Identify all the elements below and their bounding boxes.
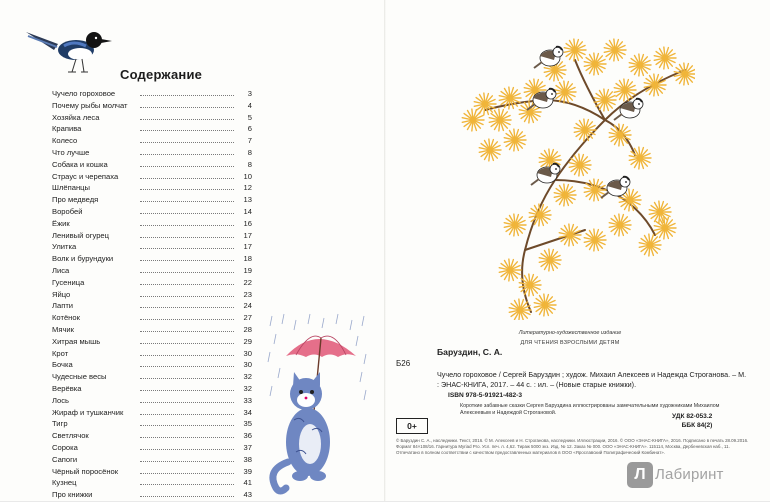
toc-entry [52, 113, 252, 125]
toc-entry [52, 360, 252, 372]
toc-entry-title: Волк и бурундуки [52, 254, 114, 264]
toc-entry-title: Верёвка [52, 383, 82, 393]
toc-entry-page: 17 [243, 230, 252, 240]
toc-entry-page: 8 [247, 147, 252, 157]
larch-needle-tuft [509, 299, 531, 320]
larch-needle-tuft [644, 74, 666, 96]
toc-entry-page: 19 [243, 265, 252, 275]
toc-dot-leader [140, 295, 234, 297]
bibliographic-description-text: Чучело гороховое / Сергей Баруздин ; худож. Михаил Алексеев и Надежда Строганова. – М. : ЭНАС-КНИГА, 2017. – 44 с. : ил. – (Новые старые книжки). [437, 369, 747, 390]
toc-entry-title: Лось [52, 395, 69, 405]
larch-needle-tuft [504, 214, 526, 236]
toc-entry-page: 32 [243, 383, 252, 393]
toc-dot-leader [140, 365, 234, 367]
toc-entry-title: Улитка [52, 242, 77, 252]
toc-entry-title: Хозяйка леса [52, 112, 100, 122]
larch-needle-tuft [654, 217, 676, 239]
larch-needle-tuft [539, 249, 561, 271]
toc-entry [52, 242, 252, 254]
toc-entry-title: Гусеница [52, 277, 85, 287]
toc-entry [52, 254, 252, 266]
toc-dot-leader [140, 342, 234, 344]
toc-dot-leader [140, 200, 234, 202]
toc-entry-title: Светлячок [52, 431, 89, 441]
toc-entry-title: Про книжки [52, 490, 93, 500]
toc-entry [52, 419, 252, 431]
toc-entry-page: 32 [243, 372, 252, 382]
toc-entry [52, 301, 252, 313]
toc-dot-leader [140, 177, 234, 179]
toc-entry-title: Собака и кошка [52, 159, 108, 169]
toc-entry-title: Ёжик [52, 218, 70, 228]
toc-entry-page: 23 [243, 289, 252, 299]
toc-entry [52, 290, 252, 302]
toc-dot-leader [140, 318, 234, 320]
toc-entry-page: 30 [243, 360, 252, 370]
larch-needle-tuft [479, 139, 501, 161]
larch-needle-tuft [654, 47, 676, 69]
toc-dot-leader [140, 495, 234, 497]
toc-entry [52, 278, 252, 290]
larch-needle-tuft [609, 214, 631, 236]
toc-entry-title: Чучело гороховое [52, 89, 116, 98]
toc-entry-page: 4 [247, 100, 252, 110]
toc-entry-page: 22 [243, 277, 252, 287]
toc-dot-leader [140, 448, 234, 450]
toc-entry-page: 14 [243, 206, 252, 216]
toc-dot-leader [140, 94, 234, 96]
toc-entry [52, 313, 252, 325]
toc-entry [52, 443, 252, 455]
table-of-contents [52, 89, 252, 502]
toc-entry-title: Тигр [52, 419, 68, 429]
toc-entry [52, 266, 252, 278]
larch-needle-tuft [629, 54, 651, 76]
larch-needle-tuft [584, 229, 606, 251]
toc-entry-title: Сапоги [52, 454, 78, 464]
toc-entry-page: 29 [243, 336, 252, 346]
larch-needle-tuft [554, 184, 576, 206]
bibliographic-description [437, 359, 749, 391]
toc-entry-title: Хитрая мышь [52, 336, 101, 346]
toc-entry-page: 10 [243, 171, 252, 181]
tit-bird-icon [614, 99, 643, 120]
toc-entry-page: 36 [243, 431, 252, 441]
toc-entry [52, 490, 252, 502]
toc-entry-title: Сорока [52, 442, 78, 452]
larch-needle-tuft [462, 109, 484, 131]
larch-needle-tuft [534, 294, 556, 316]
imprint-fine-print: © Баруздин С. А., наследники. Текст, 2016. © М. Алексеев и Н. Строганова, наследники. Иллюстрации, 2016. © ООО «ЭНАС-КНИГА», 2016. Подписано в печать 28.09.2016. Формат 84×108/16. Гарнитура Myriad Pro. Усл. печ. л. 4,62. Тираж 5000 экз. Изд. № 12. Заказ № 000. ООО «ЭНАС-КНИГА». 115114, Москва, Дербеневская наб., 11. Отпечатано в полном соответствии с качеством предоставленных материалов в ООО «Ярославский Полиграфический Комбинат». [396, 438, 749, 455]
toc-entry-page: 24 [243, 301, 252, 311]
toc-dot-leader [140, 212, 234, 214]
toc-dot-leader [140, 389, 234, 391]
toc-entry-page: 8 [247, 159, 252, 169]
toc-entry [52, 231, 252, 243]
library-code: Б26 [396, 359, 411, 368]
toc-entry [52, 183, 252, 195]
toc-entry-title: Почему рыбы молчат [52, 100, 128, 110]
tit-bird-icon [601, 177, 630, 198]
book-annotation: Короткие забавные сказки Сергея Баруздина иллюстрированы замечательными художниками Михаилом Алексеевым и Надеждой Строгановой. [460, 403, 720, 417]
toc-dot-leader [140, 460, 234, 462]
toc-entry [52, 349, 252, 361]
tit-bird-icon [534, 47, 563, 68]
larch-branch-with-birds-illustration [455, 30, 695, 320]
toc-entry-page: 37 [243, 442, 252, 452]
larch-needle-tuft [614, 79, 636, 101]
classification-codes [672, 413, 712, 430]
larch-needle-tuft [559, 224, 581, 246]
toc-dot-leader [140, 330, 234, 332]
genre-note: Литературно-художественное издание [518, 330, 622, 336]
toc-dot-leader [140, 483, 234, 485]
toc-entry-title: Что лучше [52, 147, 90, 157]
larch-needle-tuft [474, 93, 496, 115]
toc-entry [52, 478, 252, 490]
toc-entry-title: Мячик [52, 324, 74, 334]
toc-entry-title: Кузнец [52, 478, 77, 488]
toc-entry [52, 148, 252, 160]
toc-entry-page: 12 [243, 183, 252, 193]
toc-entry [52, 136, 252, 148]
toc-entry [52, 172, 252, 184]
isbn: ISBN 978-5-91921-482-3 [448, 392, 523, 399]
toc-entry [52, 396, 252, 408]
magpie-illustration [24, 14, 114, 76]
toc-entry-page: 17 [243, 242, 252, 252]
toc-entry [52, 160, 252, 172]
udk-code: УДК 82-053.2 [672, 413, 713, 420]
toc-entry-title: Крот [52, 348, 69, 358]
larch-needle-tuft [564, 39, 586, 61]
toc-entry-title: Воробей [52, 206, 83, 216]
toc-dot-leader [140, 259, 234, 261]
toc-entry-title: Яйцо [52, 289, 71, 299]
watermark-logo-icon: Л [627, 462, 653, 488]
toc-entry-title: Про медведя [52, 195, 99, 205]
toc-dot-leader [140, 141, 234, 143]
toc-dot-leader [140, 224, 234, 226]
toc-dot-leader [140, 236, 234, 238]
age-rating-badge: 0+ [396, 418, 428, 434]
toc-entry [52, 219, 252, 231]
toc-entry-title: Бочка [52, 360, 73, 370]
cat-with-umbrella-illustration [266, 312, 370, 498]
toc-entry-page: 27 [243, 313, 252, 323]
tit-bird-icon [531, 164, 560, 185]
toc-entry [52, 89, 252, 101]
toc-entry-page: 7 [247, 136, 252, 146]
bbk-code: ББК 84(2) [681, 421, 713, 429]
toc-dot-leader [140, 271, 234, 273]
toc-entry-page: 38 [243, 454, 252, 464]
book-author: Баруздин, С. А. [437, 347, 503, 357]
toc-entry-title: Шлёпанцы [52, 183, 90, 193]
toc-entry-title: Лапти [52, 301, 74, 311]
toc-entry-title: Чёрный поросёнок [52, 466, 119, 476]
toc-title: Содержание [120, 67, 203, 82]
audience-note: ДЛЯ ЧТЕНИЯ ВЗРОСЛЫМИ ДЕТЯМ [520, 340, 620, 346]
toc-entry-page: 33 [243, 395, 252, 405]
toc-entry-title: Крапива [52, 124, 82, 134]
toc-entry [52, 455, 252, 467]
toc-dot-leader [140, 247, 234, 249]
toc-entry-title: Страус и черепаха [52, 171, 119, 181]
toc-dot-leader [140, 377, 234, 379]
toc-entry-page: 13 [243, 195, 252, 205]
toc-entry-page: 39 [243, 466, 252, 476]
toc-dot-leader [140, 354, 234, 356]
toc-entry-page: 16 [243, 218, 252, 228]
toc-entry-title: Чудесные весы [52, 372, 107, 382]
toc-dot-leader [140, 401, 234, 403]
toc-entry [52, 195, 252, 207]
toc-dot-leader [140, 436, 234, 438]
larch-needle-tuft [584, 53, 606, 75]
larch-needle-tuft [499, 259, 521, 281]
toc-entry-page: 35 [243, 419, 252, 429]
larch-needle-tuft [554, 81, 576, 103]
toc-entry [52, 337, 252, 349]
toc-dot-leader [140, 106, 234, 108]
larch-needle-tuft [504, 129, 526, 151]
toc-entry-page: 5 [247, 112, 252, 122]
larch-needle-tuft [639, 234, 661, 256]
book-gutter [384, 0, 386, 501]
toc-dot-leader [140, 188, 234, 190]
toc-entry-page: 43 [243, 490, 252, 500]
watermark-logo-text: Лабиринт [655, 466, 724, 483]
toc-dot-leader [140, 129, 234, 131]
toc-entry [52, 384, 252, 396]
toc-entry [52, 124, 252, 136]
toc-entry-page: 34 [243, 407, 252, 417]
toc-entry-page: 6 [247, 124, 252, 134]
toc-entry [52, 325, 252, 337]
toc-entry-title: Котёнок [52, 313, 80, 323]
toc-dot-leader [140, 153, 234, 155]
toc-entry [52, 467, 252, 479]
toc-entry-page: 41 [243, 478, 252, 488]
toc-entry-page: 18 [243, 254, 252, 264]
toc-entry-title: Колесо [52, 136, 78, 146]
toc-entry-page: 3 [247, 89, 252, 98]
toc-entry [52, 207, 252, 219]
toc-entry [52, 101, 252, 113]
toc-dot-leader [140, 165, 234, 167]
toc-dot-leader [140, 472, 234, 474]
toc-entry [52, 408, 252, 420]
toc-dot-leader [140, 424, 234, 426]
toc-entry-page: 28 [243, 324, 252, 334]
toc-dot-leader [140, 118, 234, 120]
toc-dot-leader [140, 306, 234, 308]
toc-entry-page: 30 [243, 348, 252, 358]
toc-dot-leader [140, 283, 234, 285]
toc-entry-title: Лиса [52, 265, 70, 275]
toc-entry-title: Жираф и тушканчик [52, 407, 124, 417]
larch-needle-tuft [574, 119, 596, 141]
toc-entry-title: Ленивый огурец [52, 230, 109, 240]
larch-needle-tuft [609, 124, 631, 146]
toc-dot-leader [140, 413, 234, 415]
toc-entry [52, 372, 252, 384]
larch-needle-tuft [604, 39, 626, 61]
toc-entry [52, 431, 252, 443]
